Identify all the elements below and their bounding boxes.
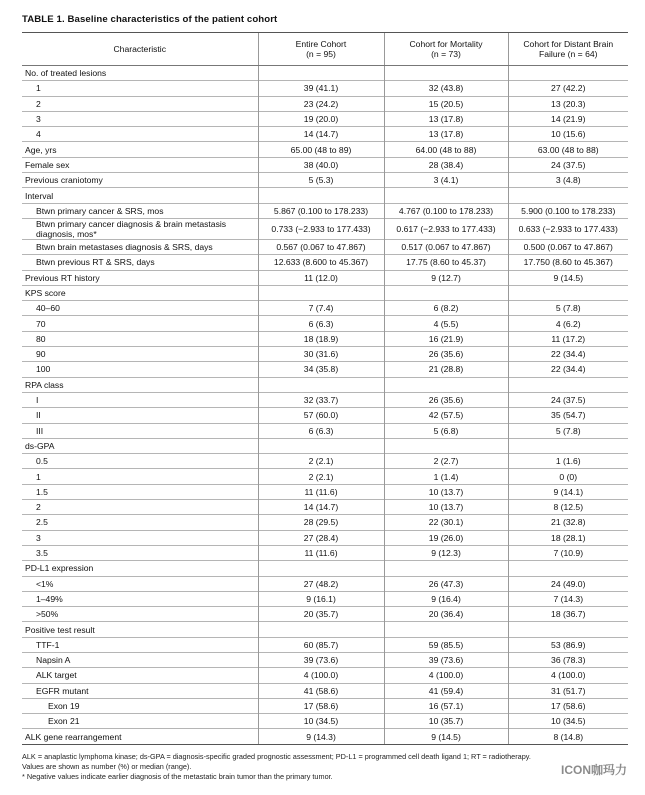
table-row [22, 347, 628, 362]
row-value: 53 (86.9) [508, 637, 628, 652]
header-row [22, 33, 628, 66]
row-label: 70 [22, 316, 258, 331]
row-value [508, 438, 628, 453]
row-label: Previous RT history [22, 270, 258, 285]
row-value [508, 377, 628, 392]
row-value: 1 (1.6) [508, 454, 628, 469]
row-value: 22 (30.1) [384, 515, 508, 530]
row-label: 100 [22, 362, 258, 377]
row-value: 10 (35.7) [384, 714, 508, 729]
baseline-characteristics-table [22, 32, 628, 745]
row-label: 3 [22, 530, 258, 545]
row-value: 26 (35.6) [384, 392, 508, 407]
table-row [22, 239, 628, 254]
row-label: Female sex [22, 157, 258, 172]
row-value [258, 377, 384, 392]
row-value [384, 622, 508, 637]
row-value: 9 (12.3) [384, 545, 508, 560]
row-value: 20 (36.4) [384, 607, 508, 622]
row-label: 2 [22, 500, 258, 515]
row-label: Exon 21 [22, 714, 258, 729]
row-label: 0.5 [22, 454, 258, 469]
row-label: 2 [22, 96, 258, 111]
table-row [22, 270, 628, 285]
row-label: 3.5 [22, 545, 258, 560]
table-row [22, 408, 628, 423]
row-value: 27 (42.2) [508, 81, 628, 96]
row-value: 0.733 (−2.933 to 177.433) [258, 218, 384, 239]
row-label: RPA class [22, 377, 258, 392]
table-row [22, 637, 628, 652]
table-row [22, 484, 628, 499]
row-value: 31 (51.7) [508, 683, 628, 698]
row-value: 17.750 (8.60 to 45.367) [508, 255, 628, 270]
row-label: 1 [22, 81, 258, 96]
row-value: 9 (16.4) [384, 591, 508, 606]
table-row [22, 500, 628, 515]
row-value: 5.867 (0.100 to 178.233) [258, 203, 384, 218]
row-value: 36 (78.3) [508, 652, 628, 667]
row-value: 41 (58.6) [258, 683, 384, 698]
row-value: 17 (58.6) [508, 698, 628, 713]
row-value: 22 (34.4) [508, 362, 628, 377]
row-value: 9 (16.1) [258, 591, 384, 606]
row-value: 11 (11.6) [258, 545, 384, 560]
row-value: 4 (6.2) [508, 316, 628, 331]
row-value: 10 (15.6) [508, 127, 628, 142]
table-row [22, 96, 628, 111]
row-value: 59 (85.5) [384, 637, 508, 652]
row-value [384, 66, 508, 81]
row-value: 6 (6.3) [258, 316, 384, 331]
row-label: 1–49% [22, 591, 258, 606]
row-value: 6 (8.2) [384, 301, 508, 316]
row-value: 1 (1.4) [384, 469, 508, 484]
row-value: 27 (48.2) [258, 576, 384, 591]
table-row [22, 729, 628, 744]
table-title: TABLE 1. Baseline characteristics of the patient cohort [22, 14, 278, 25]
row-value: 21 (28.8) [384, 362, 508, 377]
row-value: 9 (14.1) [508, 484, 628, 499]
row-value: 9 (14.3) [258, 729, 384, 744]
row-label: 4 [22, 127, 258, 142]
row-label: 1.5 [22, 484, 258, 499]
row-value: 0 (0) [508, 469, 628, 484]
row-label: ALK gene rearrangement [22, 729, 258, 744]
row-label: <1% [22, 576, 258, 591]
row-value: 5 (5.3) [258, 173, 384, 188]
table-row [22, 561, 628, 576]
table-row [22, 714, 628, 729]
row-value: 24 (37.5) [508, 157, 628, 172]
row-label: Interval [22, 188, 258, 203]
table-row [22, 469, 628, 484]
row-value: 13 (17.8) [384, 127, 508, 142]
row-value [384, 561, 508, 576]
row-label: 2.5 [22, 515, 258, 530]
table-row [22, 173, 628, 188]
row-label: KPS score [22, 285, 258, 300]
table-row [22, 362, 628, 377]
row-value: 17 (58.6) [258, 698, 384, 713]
row-value: 7 (14.3) [508, 591, 628, 606]
row-value: 12.633 (8.600 to 45.367) [258, 255, 384, 270]
footnote-abbreviations: ALK = anaplastic lymphoma kinase; ds-GPA = diagnosis-specific graded prognostic assessment; PD-L1 = programmed cell death ligand 1; RT = radiotherapy. [22, 752, 531, 761]
row-label: II [22, 408, 258, 423]
row-label: PD-L1 expression [22, 561, 258, 576]
row-value: 28 (38.4) [384, 157, 508, 172]
row-value: 3 (4.8) [508, 173, 628, 188]
table-row [22, 285, 628, 300]
row-value: 10 (34.5) [508, 714, 628, 729]
row-value: 0.567 (0.067 to 47.867) [258, 239, 384, 254]
row-value: 9 (14.5) [384, 729, 508, 744]
table-row [22, 668, 628, 683]
table-row [22, 392, 628, 407]
row-value: 32 (43.8) [384, 81, 508, 96]
row-label: Age, yrs [22, 142, 258, 157]
row-label: 3 [22, 111, 258, 126]
row-value: 9 (12.7) [384, 270, 508, 285]
row-value: 5 (7.8) [508, 423, 628, 438]
table-row [22, 652, 628, 667]
row-value: 14 (14.7) [258, 127, 384, 142]
table-row [22, 218, 628, 239]
row-value: 39 (73.6) [384, 652, 508, 667]
watermark: ICON咖玛力 [560, 763, 627, 777]
row-value: 18 (28.1) [508, 530, 628, 545]
row-value: 21 (32.8) [508, 515, 628, 530]
table-row [22, 622, 628, 637]
row-value: 2 (2.1) [258, 454, 384, 469]
row-value: 28 (29.5) [258, 515, 384, 530]
row-value: 13 (20.3) [508, 96, 628, 111]
table-row [22, 545, 628, 560]
row-value: 57 (60.0) [258, 408, 384, 423]
row-value [258, 438, 384, 453]
row-value [508, 622, 628, 637]
row-value: 20 (35.7) [258, 607, 384, 622]
row-value: 13 (17.8) [384, 111, 508, 126]
table-row [22, 142, 628, 157]
row-value: 0.633 (−2.933 to 177.433) [508, 218, 628, 239]
table-row [22, 423, 628, 438]
row-value: 30 (31.6) [258, 347, 384, 362]
row-value: 14 (21.9) [508, 111, 628, 126]
table-row [22, 454, 628, 469]
row-label: 40–60 [22, 301, 258, 316]
row-value: 19 (20.0) [258, 111, 384, 126]
row-value: 24 (37.5) [508, 392, 628, 407]
header-characteristic: Characteristic [22, 33, 258, 66]
table-row [22, 530, 628, 545]
row-value: 16 (21.9) [384, 331, 508, 346]
row-value [258, 285, 384, 300]
row-value: 26 (35.6) [384, 347, 508, 362]
table-row [22, 607, 628, 622]
row-value: 35 (54.7) [508, 408, 628, 423]
row-value [258, 622, 384, 637]
row-value [258, 66, 384, 81]
row-value: 5 (6.8) [384, 423, 508, 438]
row-label: ALK target [22, 668, 258, 683]
row-value: 16 (57.1) [384, 698, 508, 713]
row-value: 8 (12.5) [508, 500, 628, 515]
row-value: 18 (36.7) [508, 607, 628, 622]
table-row [22, 591, 628, 606]
row-value [508, 285, 628, 300]
table-row [22, 255, 628, 270]
row-value: 4 (100.0) [384, 668, 508, 683]
table-footnotes [22, 752, 632, 783]
row-value: 39 (73.6) [258, 652, 384, 667]
table-row [22, 515, 628, 530]
header-distant-brain-failure-cohort: Cohort for Distant Brain Failure (n = 64) [508, 33, 628, 66]
row-value: 11 (11.6) [258, 484, 384, 499]
row-value [384, 438, 508, 453]
row-value: 39 (41.1) [258, 81, 384, 96]
table-row [22, 576, 628, 591]
row-value: 60 (85.7) [258, 637, 384, 652]
row-value: 10 (34.5) [258, 714, 384, 729]
row-value: 27 (28.4) [258, 530, 384, 545]
table-row [22, 188, 628, 203]
row-value: 4 (100.0) [508, 668, 628, 683]
row-label: Napsin A [22, 652, 258, 667]
row-label: EGFR mutant [22, 683, 258, 698]
row-value: 9 (14.5) [508, 270, 628, 285]
row-label: ds-GPA [22, 438, 258, 453]
row-value: 23 (24.2) [258, 96, 384, 111]
table-row [22, 157, 628, 172]
table-body [22, 66, 628, 745]
row-label: I [22, 392, 258, 407]
row-value: 63.00 (48 to 88) [508, 142, 628, 157]
row-value [384, 377, 508, 392]
row-value: 8 (14.8) [508, 729, 628, 744]
row-value: 41 (59.4) [384, 683, 508, 698]
row-value: 2 (2.1) [258, 469, 384, 484]
table-row [22, 81, 628, 96]
row-label: 1 [22, 469, 258, 484]
row-label: Previous craniotomy [22, 173, 258, 188]
row-value: 7 (10.9) [508, 545, 628, 560]
row-value [508, 66, 628, 81]
row-value: 7 (7.4) [258, 301, 384, 316]
row-value: 17.75 (8.60 to 45.37) [384, 255, 508, 270]
table-row [22, 316, 628, 331]
footnote-values: Values are shown as number (%) or median (range). [22, 762, 192, 772]
row-value: 34 (35.8) [258, 362, 384, 377]
row-label: Exon 19 [22, 698, 258, 713]
row-label: 90 [22, 347, 258, 362]
row-value: 15 (20.5) [384, 96, 508, 111]
row-value: 65.00 (48 to 89) [258, 142, 384, 157]
row-value: 6 (6.3) [258, 423, 384, 438]
row-value: 3 (4.1) [384, 173, 508, 188]
row-label: Btwn primary cancer diagnosis & brain metastasis diagnosis, mos* [22, 218, 258, 239]
row-value: 5.900 (0.100 to 178.233) [508, 203, 628, 218]
table-row [22, 438, 628, 453]
row-value: 4 (100.0) [258, 668, 384, 683]
row-value: 0.517 (0.067 to 47.867) [384, 239, 508, 254]
row-label: >50% [22, 607, 258, 622]
row-value: 11 (17.2) [508, 331, 628, 346]
header-mortality-cohort: Cohort for Mortality (n = 73) [384, 33, 508, 66]
row-value: 19 (26.0) [384, 530, 508, 545]
row-value: 0.617 (−2.933 to 177.433) [384, 218, 508, 239]
row-value: 10 (13.7) [384, 500, 508, 515]
row-value: 42 (57.5) [384, 408, 508, 423]
table-row [22, 331, 628, 346]
table-row [22, 301, 628, 316]
row-label: Btwn brain metastases diagnosis & SRS, days [22, 239, 258, 254]
table-row [22, 203, 628, 218]
row-label: 80 [22, 331, 258, 346]
row-value: 32 (33.7) [258, 392, 384, 407]
row-value: 11 (12.0) [258, 270, 384, 285]
table-row [22, 698, 628, 713]
table-row [22, 377, 628, 392]
row-label: III [22, 423, 258, 438]
row-value: 38 (40.0) [258, 157, 384, 172]
row-value [508, 561, 628, 576]
row-value: 4 (5.5) [384, 316, 508, 331]
row-value [258, 561, 384, 576]
row-value: 22 (34.4) [508, 347, 628, 362]
table-row [22, 66, 628, 81]
table-row [22, 111, 628, 126]
row-value: 10 (13.7) [384, 484, 508, 499]
row-label: Btwn previous RT & SRS, days [22, 255, 258, 270]
table-row [22, 127, 628, 142]
row-value: 24 (49.0) [508, 576, 628, 591]
row-value: 18 (18.9) [258, 331, 384, 346]
row-value [384, 285, 508, 300]
footnote-negative-values: * Negative values indicate earlier diagnosis of the metastatic brain tumor than the primary tumor. [22, 772, 333, 782]
row-value [508, 188, 628, 203]
row-value: 0.500 (0.067 to 47.867) [508, 239, 628, 254]
row-value [258, 188, 384, 203]
row-value [384, 188, 508, 203]
row-value: 4.767 (0.100 to 178.233) [384, 203, 508, 218]
row-label: No. of treated lesions [22, 66, 258, 81]
row-value: 14 (14.7) [258, 500, 384, 515]
row-value: 26 (47.3) [384, 576, 508, 591]
row-value: 2 (2.7) [384, 454, 508, 469]
row-label: TTF-1 [22, 637, 258, 652]
row-label: Positive test result [22, 622, 258, 637]
row-value: 5 (7.8) [508, 301, 628, 316]
table-row [22, 683, 628, 698]
header-entire-cohort: Entire Cohort (n = 95) [258, 33, 384, 66]
row-label: Btwn primary cancer & SRS, mos [22, 203, 258, 218]
row-value: 64.00 (48 to 88) [384, 142, 508, 157]
